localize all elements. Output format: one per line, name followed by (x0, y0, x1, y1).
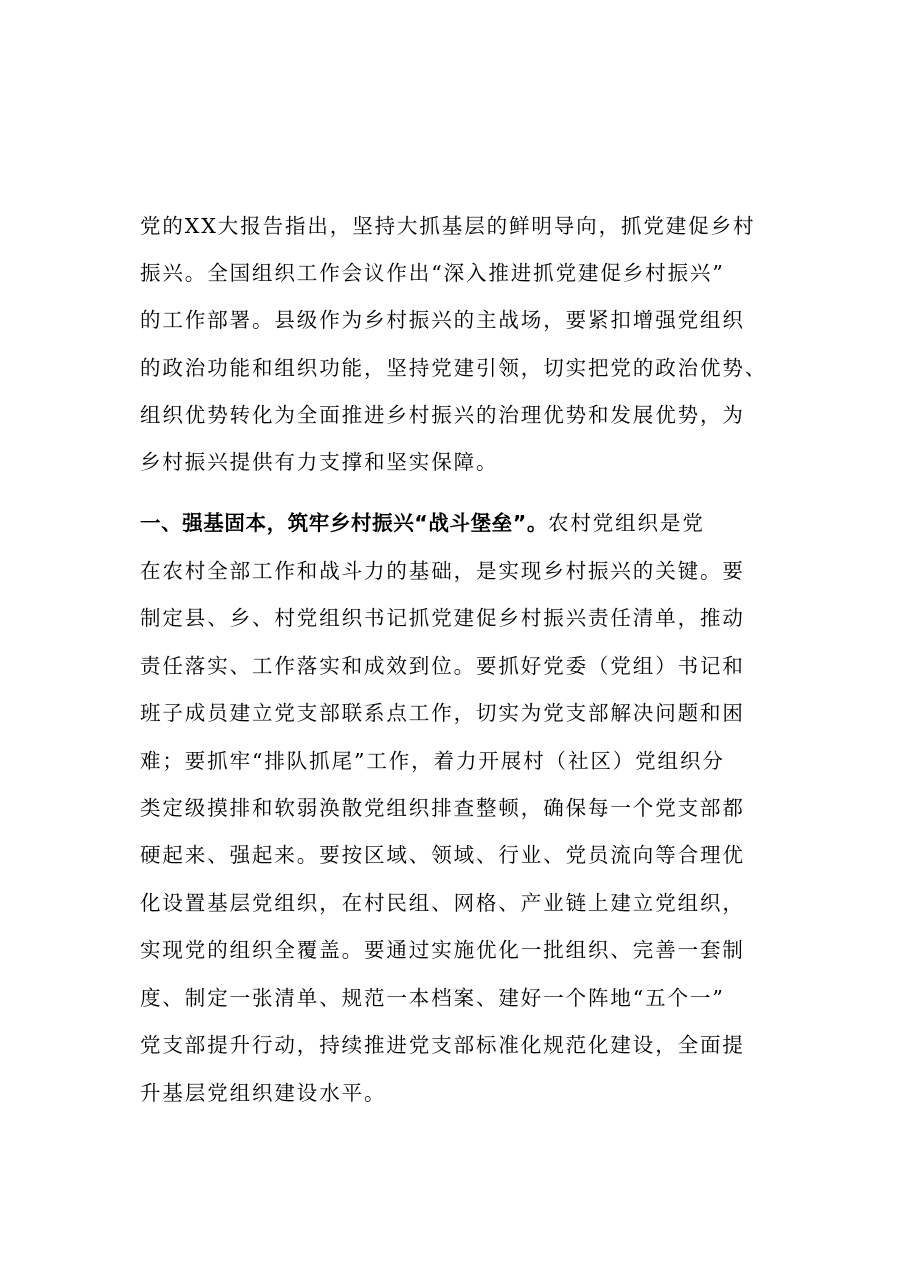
section1-line-8: 硬起来、强起来。要按区域、领域、行业、党员流向等合理优 (140, 843, 745, 867)
section1-line-13: 升基层党组织建设水平。 (140, 1081, 387, 1105)
section1-line-12: 党支部提升行动，持续推进党支部标准化规范化建设，全面提 (140, 1033, 745, 1057)
section1-line-4: 责任落实、工作落实和成效到位。要抓好党委（党组）书记和 (140, 654, 745, 678)
section1-line-3: 制定县、乡、村党组织书记抓党建促乡村振兴责任清单，推动 (140, 606, 745, 630)
section1-line-2: 在农村全部工作和战斗力的基础，是实现乡村振兴的关键。要 (140, 559, 745, 583)
section1-line-11: 度、制定一张清单、规范一本档案、建好一个阵地“五个一” (140, 986, 725, 1010)
section1-line-5: 班子成员建立党支部联系点工作，切实为党支部解决问题和困 (140, 701, 745, 725)
section1-line-10: 实现党的组织全覆盖。要通过实施优化一批组织、完善一套制 (140, 938, 745, 962)
document-title (0, 152, 909, 182)
intro-line-2: 振兴。全国组织工作会议作出“深入推进抓党建促乡村振兴” (140, 261, 725, 285)
intro-line-1: 党的XX大报告指出，坚持大抓基层的鲜明导向，抓党建促乡村 (140, 214, 756, 238)
intro-line-4: 的政治功能和组织功能，坚持党建引领，切实把党的政治优势、 (140, 356, 768, 380)
intro-line-6: 乡村振兴提供有力支撑和坚实保障。 (140, 450, 499, 474)
section1-line-7: 类定级摸排和软弱涣散党组织排查整顿，确保每一个党支部都 (140, 796, 745, 820)
section1-line-6: 难；要抓牢“排队抓尾”工作，着力开展村（社区）党组织分 (140, 749, 725, 773)
intro-line-3: 的工作部署。县级作为乡村振兴的主战场，要紧扣增强党组织 (140, 308, 745, 332)
section1-first-line-rest: 农村党组织是党 (547, 511, 705, 535)
section1-line-9: 化设置基层党组织，在村民组、网格、产业链上建立党组织， (140, 891, 745, 915)
section1-first-line (140, 508, 705, 538)
section1-heading: 一、强基固本，筑牢乡村振兴“战斗堡垒”。 (140, 511, 548, 535)
intro-line-5: 组织优势转化为全面推进乡村振兴的治理优势和发展优势，为 (140, 403, 745, 427)
